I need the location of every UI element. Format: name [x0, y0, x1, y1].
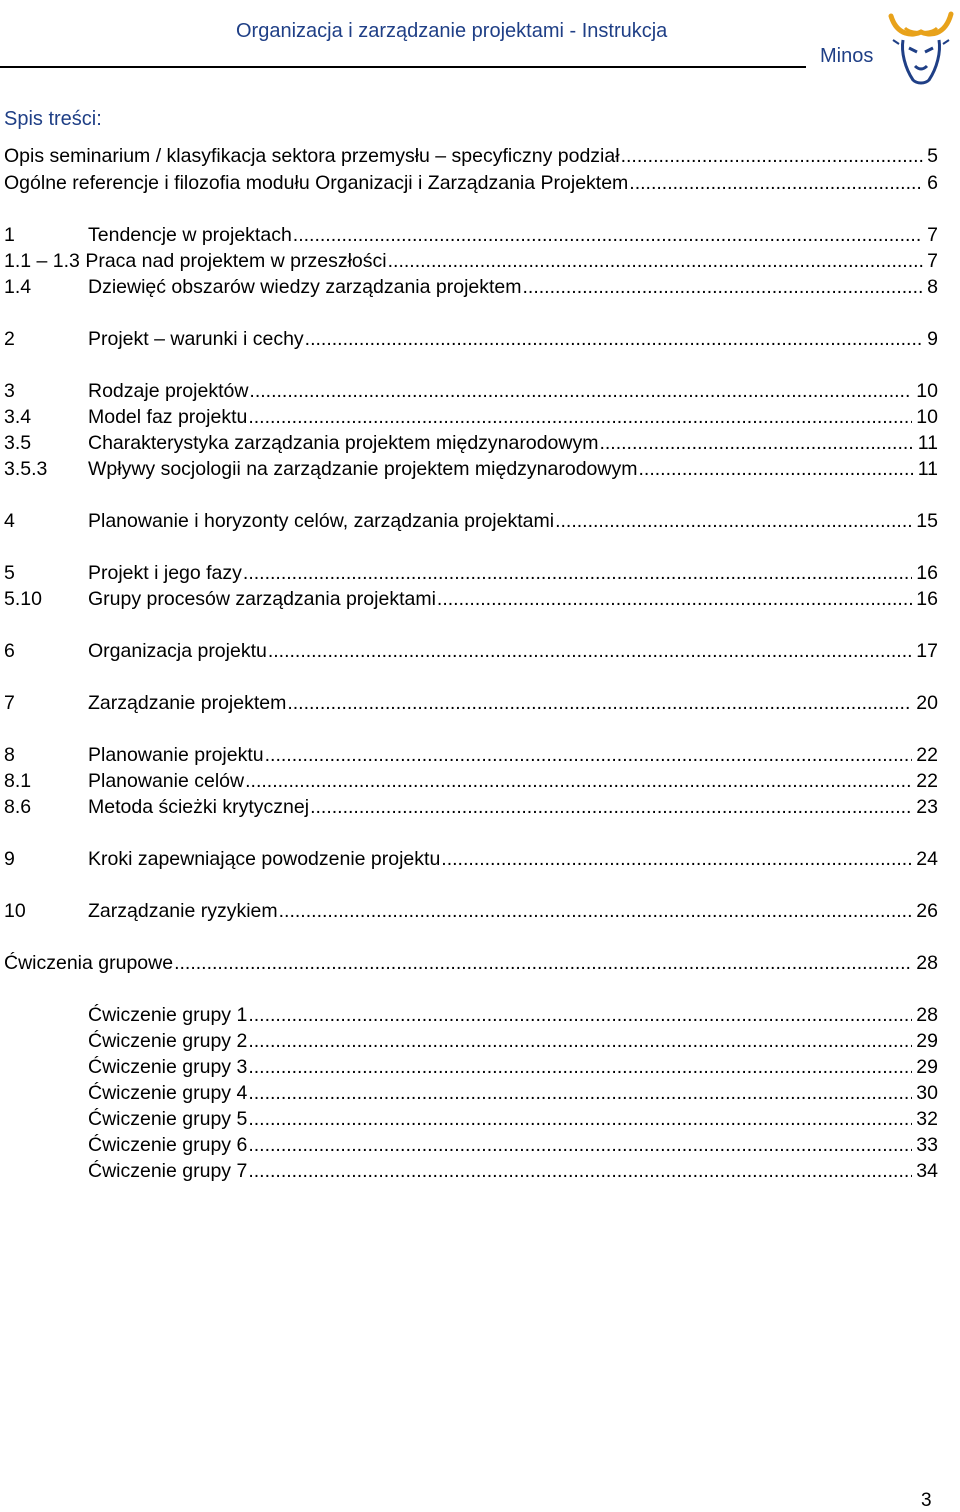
toc-entry-title: Projekt – warunki i cechy [88, 328, 304, 350]
toc-entry-number: 3 [4, 380, 15, 402]
toc-entry-page: 34 [916, 1160, 938, 1182]
toc-entry-page: 7 [927, 250, 938, 272]
toc-entry[interactable] [4, 638, 938, 664]
toc-entry-title: Ćwiczenie grupy 3 [88, 1056, 248, 1078]
minos-bull-logo-icon [887, 6, 955, 86]
toc-entry-number: 6 [4, 640, 15, 662]
toc-entry-page: 6 [927, 172, 938, 194]
toc-entry-title: Grupy procesów zarządzania projektami [88, 588, 436, 610]
toc-entry-number: 3.4 [4, 406, 32, 428]
toc-entry-title: Zarządzanie ryzykiem [88, 900, 278, 922]
toc-entry-title: Dziewięć obszarów wiedzy zarządzania projektem [88, 276, 522, 298]
toc-entry-number: 5 [4, 562, 15, 584]
toc-dot-leader [279, 898, 913, 924]
toc-entry-title: Planowanie celów [88, 770, 245, 792]
toc-entry-title: 1.1 – 1.3 Praca nad projektem w przeszłości [4, 250, 387, 272]
toc-entry-number: 9 [4, 848, 15, 870]
toc-entry-number: 10 [4, 900, 26, 922]
toc-entry-page: 29 [916, 1056, 938, 1078]
toc-entry[interactable] [4, 508, 938, 534]
toc-entry-page: 11 [917, 432, 938, 454]
toc-entry-page: 22 [916, 770, 938, 792]
toc-entry-title: Opis seminarium / klasyfikacja sektora przemysłu – specyficzny podział [4, 145, 620, 167]
toc-entry-page: 10 [916, 406, 938, 428]
toc-entry[interactable] [4, 170, 938, 196]
toc-entry-page: 24 [916, 848, 938, 870]
toc-entry-page: 26 [916, 900, 938, 922]
toc-entry[interactable] [4, 378, 938, 404]
toc-entry-number: 1.4 [4, 276, 32, 298]
toc-dot-leader [599, 430, 913, 456]
toc-dot-leader [249, 378, 912, 404]
toc-dot-leader [243, 560, 912, 586]
toc-dot-leader [268, 638, 912, 664]
toc-entry-title: Ćwiczenie grupy 1 [88, 1004, 248, 1026]
toc-entry-title: Projekt i jego fazy [88, 562, 242, 584]
toc-entry-page: 16 [916, 588, 938, 610]
toc-dot-leader [437, 586, 912, 612]
toc-entry-title: Kroki zapewniające powodzenie projektu [88, 848, 441, 870]
page-number: 3 [921, 1490, 932, 1511]
toc-entry-title: Metoda ścieżki krytycznej [88, 796, 310, 818]
toc-entry-number: 3.5 [4, 432, 32, 454]
toc-entry-page: 22 [916, 744, 938, 766]
toc-dot-leader [248, 1028, 912, 1054]
toc-entry-number: 5.10 [4, 588, 42, 610]
toc-entry-page: 8 [927, 276, 938, 298]
toc-entry[interactable] [4, 898, 938, 924]
toc-entry[interactable] [4, 143, 938, 169]
toc-entry[interactable] [4, 950, 938, 976]
toc-entry[interactable] [4, 742, 938, 768]
toc-dot-leader [245, 768, 912, 794]
toc-entry-title: Tendencje w projektach [88, 224, 292, 246]
toc-entry-page: 5 [927, 145, 938, 167]
toc-heading: Spis treści: [4, 108, 102, 130]
toc-entry-page: 10 [916, 380, 938, 402]
toc-entry-number: 2 [4, 328, 15, 350]
toc-dot-leader [248, 404, 912, 430]
header-divider [0, 66, 806, 68]
toc-entry-number: 8.1 [4, 770, 32, 792]
toc-dot-leader [629, 170, 923, 196]
toc-entry-title: Ćwiczenie grupy 4 [88, 1082, 248, 1104]
toc-entry[interactable] [88, 1002, 938, 1028]
toc-entry[interactable] [4, 690, 938, 716]
toc-entry[interactable] [88, 1028, 938, 1054]
toc-entry[interactable] [4, 430, 938, 456]
toc-entry[interactable] [4, 586, 938, 612]
toc-entry[interactable] [4, 456, 938, 482]
toc-entry-page: 33 [916, 1134, 938, 1156]
toc-dot-leader [287, 690, 912, 716]
toc-entry[interactable] [4, 404, 938, 430]
toc-dot-leader [265, 742, 913, 768]
toc-entry[interactable] [88, 1080, 938, 1106]
toc-dot-leader [621, 143, 924, 169]
toc-entry-page: 23 [916, 796, 938, 818]
toc-entry[interactable] [4, 248, 938, 274]
toc-dot-leader [310, 794, 912, 820]
toc-entry-title: Charakterystyka zarządzania projektem międzynarodowym [88, 432, 599, 454]
toc-entry-title: Ogólne referencje i filozofia modułu Organizacji i Zarządzania Projektem [4, 172, 629, 194]
toc-entry-number: 1 [4, 224, 15, 246]
toc-entry-title: Ćwiczenie grupy 5 [88, 1108, 248, 1130]
toc-entry-title: Rodzaje projektów [88, 380, 249, 402]
document-title: Organizacja i zarządzanie projektami - Instrukcja [236, 20, 668, 42]
toc-entry-page: 29 [916, 1030, 938, 1052]
toc-entry-title: Ćwiczenie grupy 7 [88, 1160, 248, 1182]
toc-dot-leader [441, 846, 912, 872]
toc-dot-leader [248, 1054, 912, 1080]
toc-entry-title: Planowanie projektu [88, 744, 264, 766]
toc-dot-leader [388, 248, 924, 274]
toc-entry[interactable] [88, 1054, 938, 1080]
toc-entry-title: Ćwiczenie grupy 6 [88, 1134, 248, 1156]
toc-entry-page: 28 [916, 952, 938, 974]
toc-entry[interactable] [4, 222, 938, 248]
toc-dot-leader [174, 950, 912, 976]
toc-entry[interactable] [88, 1158, 938, 1184]
toc-entry-number: 8.6 [4, 796, 32, 818]
toc-entry[interactable] [4, 794, 938, 820]
toc-entry[interactable] [4, 326, 938, 352]
toc-entry-title: Model faz projektu [88, 406, 248, 428]
toc-entry-number: 7 [4, 692, 15, 714]
toc-entry-page: 28 [916, 1004, 938, 1026]
toc-entry[interactable] [88, 1132, 938, 1158]
toc-dot-leader [523, 274, 924, 300]
toc-entry[interactable] [4, 274, 938, 300]
toc-entry-title: Ćwiczenie grupy 2 [88, 1030, 248, 1052]
toc-dot-leader [555, 508, 912, 534]
toc-entry-page: 20 [916, 692, 938, 714]
toc-entry-page: 11 [917, 458, 938, 480]
toc-entry-page: 7 [927, 224, 938, 246]
toc-entry[interactable] [4, 846, 938, 872]
toc-entry-page: 16 [916, 562, 938, 584]
toc-entry-title: Ćwiczenia grupowe [4, 952, 174, 974]
toc-entry-page: 15 [916, 510, 938, 532]
toc-dot-leader [248, 1106, 912, 1132]
toc-entry-number: 3.5.3 [4, 458, 48, 480]
toc-dot-leader [248, 1158, 912, 1184]
brand-name: Minos [820, 45, 874, 67]
toc-entry-page: 32 [916, 1108, 938, 1130]
toc-entry-title: Organizacja projektu [88, 640, 267, 662]
toc-entry-title: Zarządzanie projektem [88, 692, 287, 714]
toc-entry-title: Planowanie i horyzonty celów, zarządzania projektami [88, 510, 555, 532]
toc-dot-leader [638, 456, 913, 482]
toc-entry-number: 8 [4, 744, 15, 766]
toc-entry-page: 17 [916, 640, 938, 662]
toc-entry[interactable] [4, 768, 938, 794]
toc-entry-title: Wpływy socjologii na zarządzanie projektem międzynarodowym [88, 458, 638, 480]
toc-entry-page: 30 [916, 1082, 938, 1104]
toc-entry[interactable] [88, 1106, 938, 1132]
toc-dot-leader [248, 1002, 912, 1028]
toc-dot-leader [248, 1132, 912, 1158]
toc-entry-page: 9 [927, 328, 938, 350]
toc-dot-leader [248, 1080, 912, 1106]
toc-dot-leader [305, 326, 923, 352]
toc-entry[interactable] [4, 560, 938, 586]
toc-entry-number: 4 [4, 510, 15, 532]
toc-dot-leader [293, 222, 923, 248]
